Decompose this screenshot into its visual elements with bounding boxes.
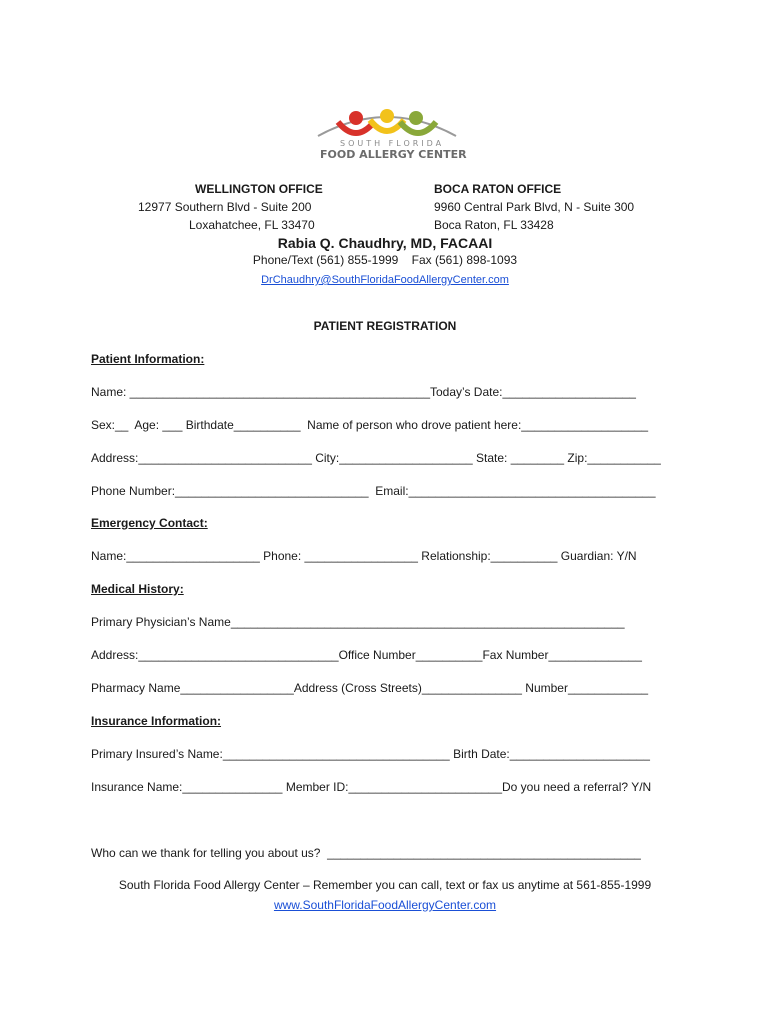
patient-name-date-field[interactable]: Name: _____________________________________________Today’s Date:____________________ xyxy=(91,385,636,399)
doctor-email-link[interactable]: DrChaudhry@SouthFloridaFoodAllergyCenter.com xyxy=(261,274,509,286)
insurance-name-member-field[interactable]: Insurance Name:_______________ Member ID:_______________________Do you need a referral? Y/N xyxy=(91,780,652,794)
form-title: PATIENT REGISTRATION xyxy=(313,319,457,333)
doctor-phone-fax: Phone/Text (561) 855-1999 Fax (561) 898-1093 xyxy=(252,253,518,267)
emergency-contact-field[interactable]: Name:____________________ Phone: _________________ Relationship:__________ Guardian: Y/N xyxy=(91,549,637,563)
medical-history-heading: Medical History: xyxy=(91,582,184,596)
patient-phone-email-field[interactable]: Phone Number:_____________________________ Email:_____________________________________ xyxy=(91,484,656,498)
wellington-address-line1: 12977 Southern Blvd - Suite 200 xyxy=(138,200,312,214)
physician-address-field[interactable]: Address:______________________________Office Number__________Fax Number______________ xyxy=(91,648,642,662)
logo-title: FOOD ALLERGY CENTER xyxy=(320,148,467,161)
pharmacy-field[interactable]: Pharmacy Name_________________Address (Cross Streets)_______________ Number____________ xyxy=(91,681,649,695)
boca-address-line1: 9960 Central Park Blvd, N - Suite 300 xyxy=(434,200,635,214)
wellington-address-line2: Loxahatchee, FL 33470 xyxy=(189,218,315,232)
logo-subtitle: SOUTH FLORIDA xyxy=(340,139,445,148)
primary-insured-field[interactable]: Primary Insured’s Name:__________________________________ Birth Date:_____________________ xyxy=(91,747,650,761)
boca-office-heading: BOCA RATON OFFICE xyxy=(434,182,562,196)
referral-source-field[interactable]: Who can we thank for telling you about us? _______________________________________________ xyxy=(91,846,641,860)
emergency-contact-heading: Emergency Contact: xyxy=(91,516,208,530)
wellington-office-heading: WELLINGTON OFFICE xyxy=(195,182,323,196)
primary-physician-field[interactable]: Primary Physician’s Name___________________________________________________________ xyxy=(91,615,625,629)
patient-sex-age-birthdate-field[interactable]: Sex:__ Age: ___ Birthdate__________ Name of person who drove patient here:___________________ xyxy=(91,418,649,432)
doctor-name: Rabia Q. Chaudhry, MD, FACAAI xyxy=(277,235,493,251)
patient-info-heading: Patient Information: xyxy=(91,352,205,366)
insurance-info-heading: Insurance Information: xyxy=(91,714,222,728)
website-link[interactable]: www.SouthFloridaFoodAllergyCenter.com xyxy=(273,898,497,912)
patient-address-field[interactable]: Address:__________________________ City:____________________ State: ________ Zip:___________ xyxy=(91,451,661,465)
boca-address-line2: Boca Raton, FL 33428 xyxy=(434,218,554,232)
footer-text: South Florida Food Allergy Center – Remember you can call, text or fax us anytime at 561-855-1999 xyxy=(118,878,652,892)
